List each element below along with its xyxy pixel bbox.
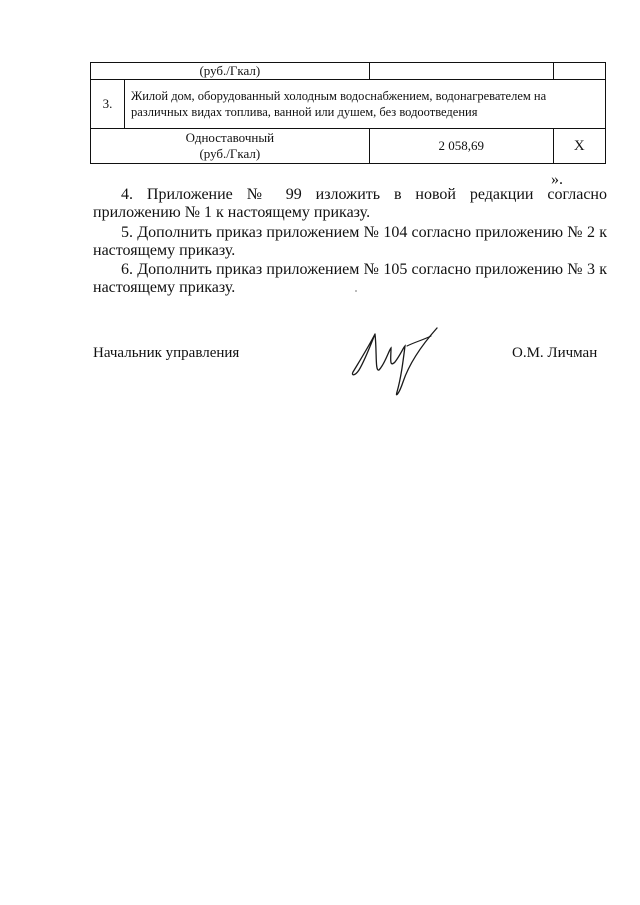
paragraph-6 <box>93 261 607 297</box>
table-row <box>91 129 606 164</box>
row-number: 3. <box>91 80 125 129</box>
row-description: Жилой дом, оборудованный холодным водоснабжением, водонагревателем на различных видах топлива, ванной или душем, без водоотведения <box>125 80 606 129</box>
tariff-unit: (руб./Гкал) <box>199 146 261 161</box>
tariff-value: 2 058,69 <box>369 129 553 164</box>
tariff-label-cell <box>91 129 370 164</box>
tariff-label: Одноставочный <box>185 130 275 145</box>
paragraph-5 <box>93 224 607 260</box>
handwritten-signature <box>345 322 445 400</box>
tariff-other: Х <box>553 129 605 164</box>
paragraph-4-text: 4. Приложение № 99 изложить в новой редакции согласно приложению № 1 к настоящему приказу. <box>93 186 607 221</box>
signatory-name: О.М. Личман <box>512 345 598 361</box>
signatory-title: Начальник управления <box>93 345 240 361</box>
table-row <box>91 80 606 129</box>
paragraph-6-text: 6. Дополнить приказ приложением № 105 согласно приложению № 3 к настоящему приказу. <box>93 261 607 296</box>
paragraph-5-text: 5. Дополнить приказ приложением № 104 согласно приложению № 2 к настоящему приказу. <box>93 224 607 259</box>
empty-cell <box>553 63 605 80</box>
tariff-table <box>90 62 606 164</box>
closing-quote: ». <box>551 171 563 188</box>
unit-cell: (руб./Гкал) <box>91 63 370 80</box>
paragraph-4 <box>93 186 607 222</box>
empty-cell <box>369 63 553 80</box>
scan-speck <box>355 290 357 292</box>
table-row <box>91 63 606 80</box>
